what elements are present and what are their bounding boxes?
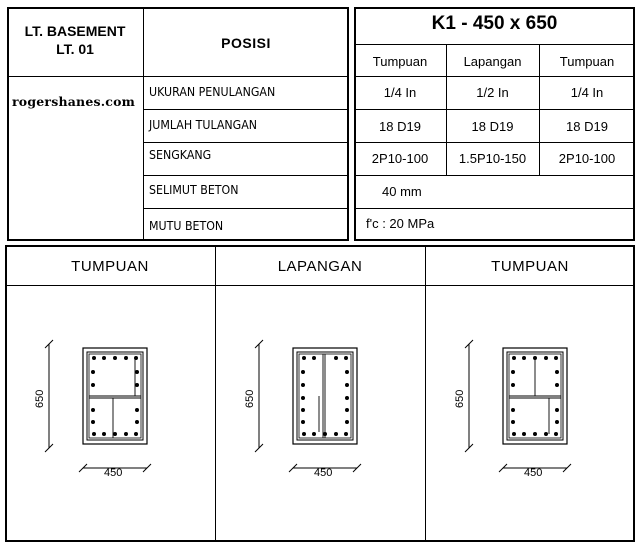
- cell-jumlah-1: 18 D19: [379, 119, 421, 134]
- beam-section-tumpuan-2: [425, 300, 635, 510]
- width-dimension: 450: [314, 467, 333, 479]
- col-header-lapangan: Lapangan: [463, 54, 522, 69]
- section-title-tumpuan-1: TUMPUAN: [71, 258, 149, 275]
- cell-ukuran-3: 1/4 In: [570, 85, 604, 100]
- watermark-text: rogershanes.com: [12, 94, 136, 109]
- floor-label: [9, 22, 141, 58]
- row-label-sengkang: SENGKANG: [149, 148, 212, 162]
- divider: [354, 142, 635, 143]
- cell-jumlah-3: 18 D19: [566, 119, 608, 134]
- divider: [354, 109, 635, 110]
- beam-title: K1 - 450 x 650: [431, 13, 558, 34]
- row-label-jumlah: JUMLAH TULANGAN: [149, 118, 258, 132]
- cell-ukuran-1: 1/4 In: [383, 85, 417, 100]
- col-header-tumpuan-2: Tumpuan: [559, 54, 615, 69]
- cell-sengkang-2: 1.5P10-150: [458, 151, 527, 166]
- cell-jumlah-2: 18 D19: [471, 119, 514, 134]
- divider: [7, 76, 349, 77]
- floor-label-line1: LT. BASEMENT: [24, 23, 126, 39]
- height-dimension: 650: [244, 389, 256, 408]
- divider: [5, 285, 635, 286]
- posisi-header: POSISI: [221, 35, 271, 51]
- divider: [354, 76, 635, 77]
- divider: [143, 175, 349, 176]
- divider: [354, 208, 635, 209]
- cell-sengkang-1: 2P10-100: [371, 151, 429, 166]
- beam-section-lapangan: [215, 300, 425, 510]
- divider: [354, 175, 635, 176]
- divider: [143, 208, 349, 209]
- divider: [354, 44, 635, 45]
- section-title-lapangan: LAPANGAN: [277, 258, 363, 275]
- section-title-tumpuan-2: TUMPUAN: [491, 258, 569, 275]
- row-label-mutu: MUTU BETON: [149, 219, 224, 233]
- col-header-tumpuan-1: Tumpuan: [372, 54, 428, 69]
- beam-section-tumpuan-1: [5, 300, 215, 510]
- section-drawing: [465, 340, 571, 472]
- divider: [143, 109, 349, 110]
- cell-mutu: f'c : 20 MPa: [366, 216, 435, 231]
- height-dimension: 650: [34, 389, 46, 408]
- row-label-selimut: SELIMUT BETON: [149, 183, 239, 197]
- cell-selimut: 40 mm: [382, 184, 422, 199]
- floor-label-line2: LT. 01: [56, 41, 94, 57]
- width-dimension: 450: [524, 467, 543, 479]
- section-drawing: [45, 340, 151, 472]
- section-drawing: [255, 340, 361, 472]
- divider: [143, 142, 349, 143]
- width-dimension: 450: [104, 467, 123, 479]
- cell-sengkang-3: 2P10-100: [558, 151, 616, 166]
- cell-ukuran-2: 1/2 In: [476, 85, 509, 100]
- height-dimension: 650: [454, 389, 466, 408]
- row-label-ukuran: UKURAN PENULANGAN: [149, 85, 276, 99]
